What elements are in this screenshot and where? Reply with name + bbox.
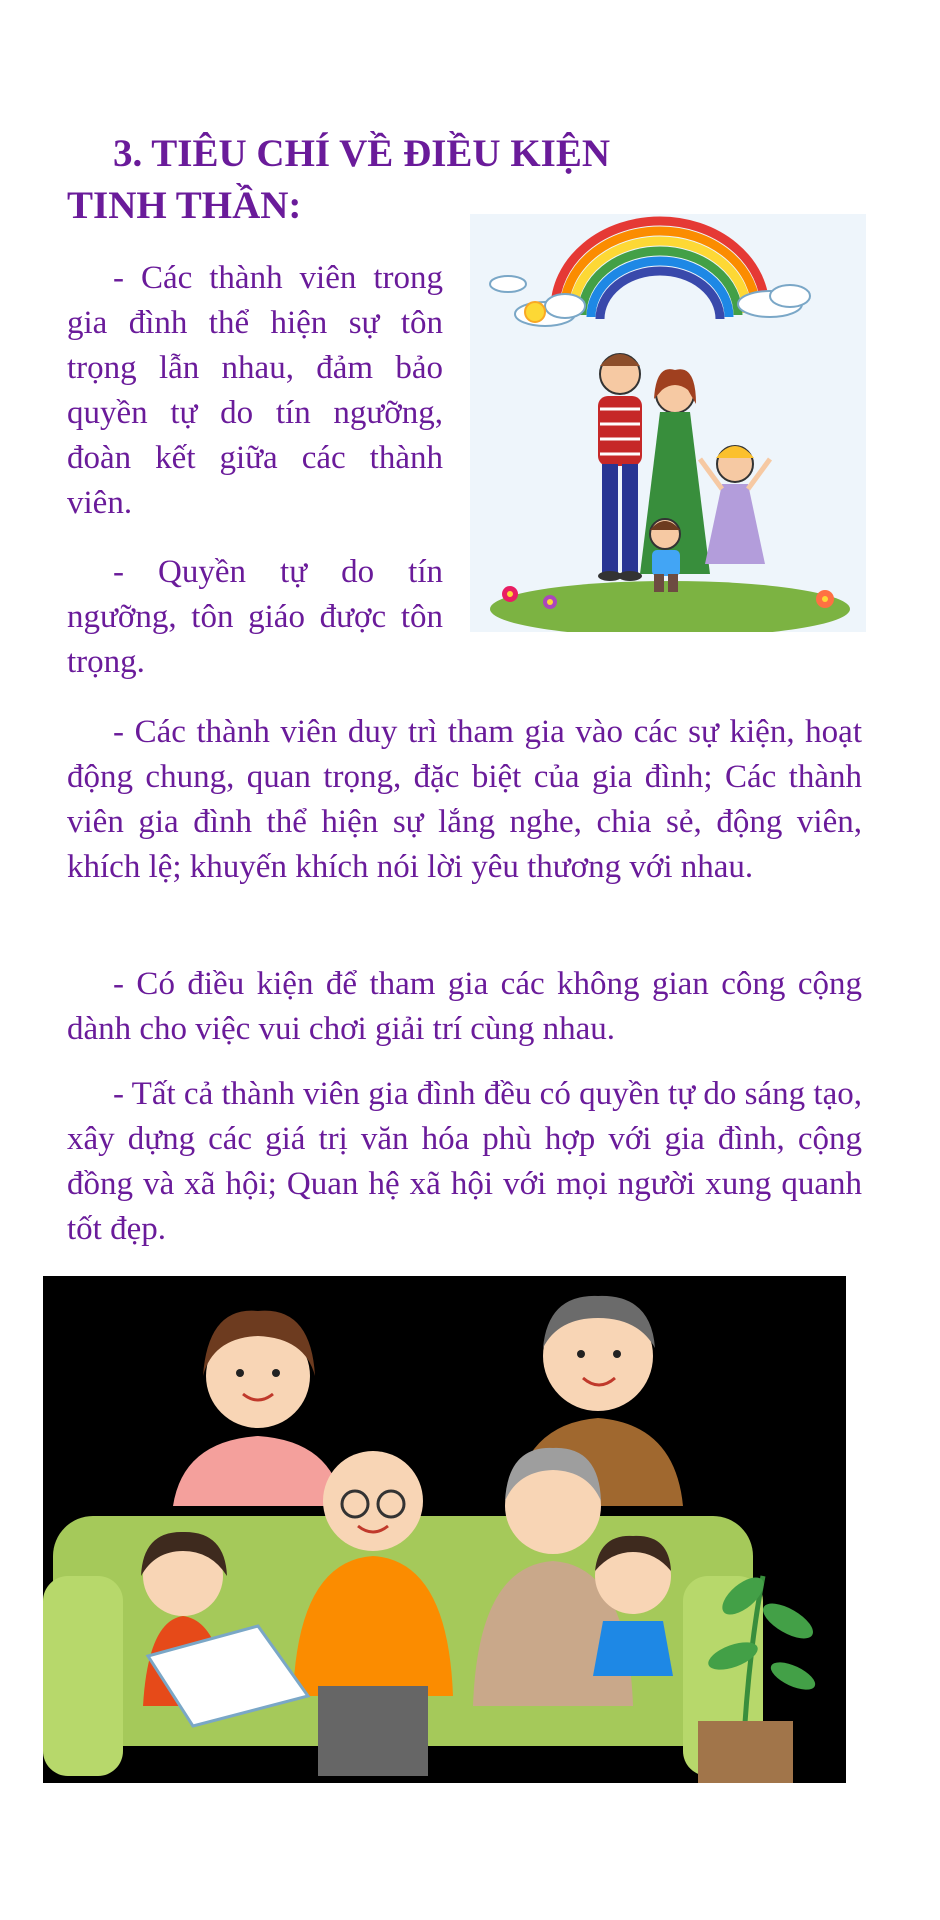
paragraph-religion: - Quyền tự do tín ngưỡng, tôn giáo được tôn trọng.	[67, 554, 443, 680]
family-rainbow-illustration	[470, 214, 866, 632]
extended-family-illustration	[43, 1276, 846, 1783]
heading-line-2: TINH THẦN:	[67, 184, 302, 227]
paragraph-family-events: - Các thành viên duy trì tham gia vào các sự kiện, hoạt động chung, quan trọng, đặc biệt của gia đình; Các thành viên gia đình thể hiện sự lắng nghe, chia sẻ, động viên, khích lệ; khuyến khích nói lời yêu thương với nhau.	[67, 714, 862, 885]
heading-line-1: 3. TIÊU CHÍ VỀ ĐIỀU KIỆN	[113, 132, 611, 175]
paragraph-respect: - Các thành viên trong gia đình thể hiện sự tôn trọng lẫn nhau, đảm bảo quyền tự do tín ngưỡng, đoàn kết giữa các thành viên.	[67, 260, 443, 521]
paragraph-creativity: - Tất cả thành viên gia đình đều có quyền tự do sáng tạo, xây dựng các giá trị văn hóa phù hợp với gia đình, cộng đồng và xã hội; Quan hệ xã hội với mọi người xung quanh tốt đẹp.	[67, 1076, 862, 1247]
paragraph-public-spaces: - Có điều kiện để tham gia các không gian công cộng dành cho việc vui chơi giải trí cùng nhau.	[67, 966, 862, 1047]
